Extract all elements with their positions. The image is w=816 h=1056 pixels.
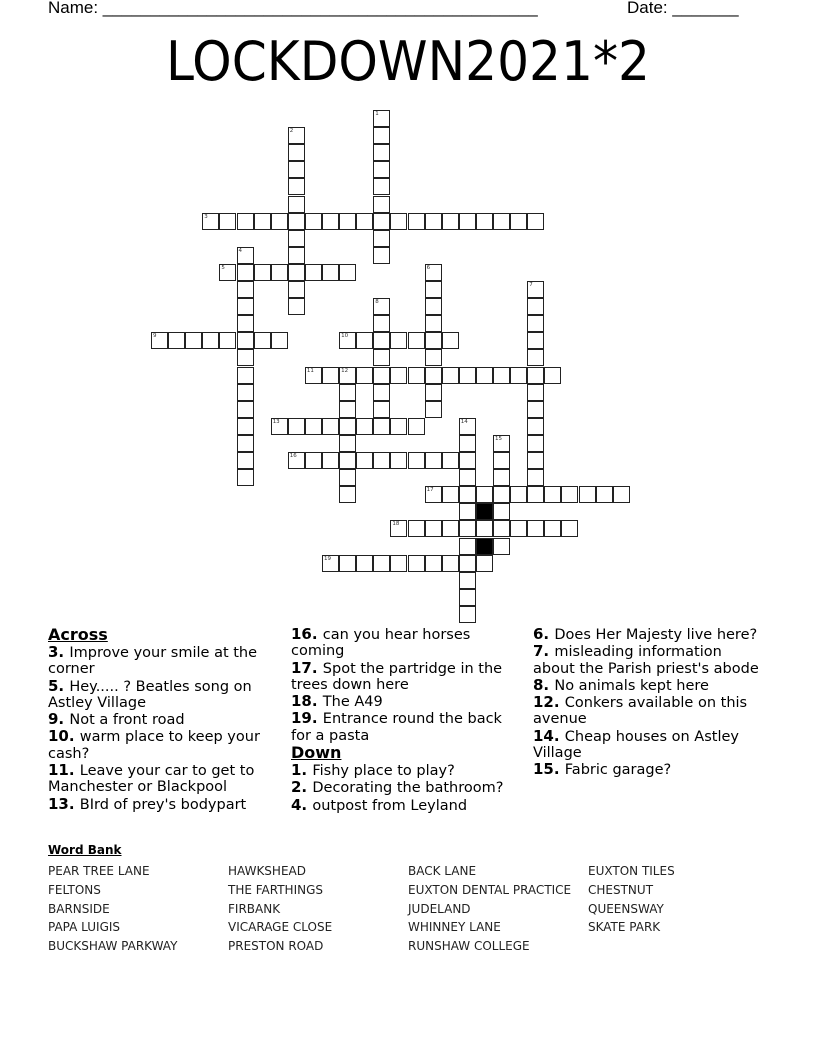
- grid-cell[interactable]: [459, 213, 476, 230]
- grid-cell[interactable]: [322, 555, 339, 572]
- grid-cell[interactable]: [356, 452, 373, 469]
- word-bank-item: BARNSIDE: [48, 901, 110, 916]
- grid-cell[interactable]: [373, 401, 390, 418]
- grid-cell[interactable]: [527, 486, 544, 503]
- grid-cell[interactable]: [408, 418, 425, 435]
- grid-cell[interactable]: [613, 486, 630, 503]
- clue-item: [533, 761, 768, 778]
- grid-cell[interactable]: [561, 520, 578, 537]
- grid-cell[interactable]: [408, 213, 425, 230]
- word-bank-item: FIRBANK: [228, 901, 281, 916]
- grid-cell[interactable]: [442, 213, 459, 230]
- clue-number-label: 9.: [48, 710, 70, 729]
- grid-cell[interactable]: [493, 367, 510, 384]
- clue-number-label: 17.: [291, 658, 323, 677]
- grid-cell[interactable]: [288, 264, 305, 281]
- grid-cell[interactable]: [442, 555, 459, 572]
- word-bank-item: PRESTON ROAD: [228, 939, 324, 954]
- grid-cell[interactable]: [561, 486, 578, 503]
- clue-item: [291, 660, 526, 694]
- grid-cell[interactable]: [373, 161, 390, 178]
- clue-number: 14: [460, 418, 468, 425]
- grid-cell[interactable]: [425, 298, 442, 315]
- word-bank-item: CHESTNUT: [588, 882, 654, 897]
- word-bank-item: FELTONS: [48, 882, 101, 897]
- grid-cell[interactable]: [493, 452, 510, 469]
- clue-number: 8: [375, 299, 379, 306]
- clue-number-label: 1.: [291, 761, 313, 780]
- grid-cell[interactable]: [493, 520, 510, 537]
- grid-cell[interactable]: [237, 315, 254, 332]
- clue-number: 1: [375, 111, 379, 117]
- grid-cell[interactable]: [408, 452, 425, 469]
- clues-column-2: [291, 626, 526, 814]
- clue-number: 18: [392, 521, 400, 528]
- grid-cell[interactable]: [459, 572, 476, 589]
- grid-cell[interactable]: [408, 332, 425, 349]
- grid-cell[interactable]: [425, 264, 442, 281]
- grid-cell[interactable]: [459, 503, 476, 520]
- grid-cell[interactable]: [339, 555, 356, 572]
- grid-cell[interactable]: [373, 298, 390, 315]
- clue-item: [533, 626, 768, 643]
- grid-cell[interactable]: [288, 161, 305, 178]
- grid-cell[interactable]: [579, 486, 596, 503]
- grid-cell[interactable]: [254, 264, 271, 281]
- clue-item: [48, 796, 283, 813]
- clue-number: 7: [529, 282, 533, 288]
- clue-text: Does Her Majesty live here?: [554, 627, 758, 643]
- grid-cell[interactable]: [373, 247, 390, 264]
- clue-item: [533, 677, 768, 694]
- clue-text: Fabric garage?: [564, 762, 672, 779]
- grid-cell[interactable]: [596, 486, 613, 503]
- grid-cell[interactable]: [288, 144, 305, 161]
- grid-cell[interactable]: [510, 213, 527, 230]
- word-bank-item: VICARAGE CLOSE: [228, 920, 333, 935]
- grid-cell[interactable]: [339, 418, 356, 435]
- word-bank-item: EUXTON TILES: [588, 864, 675, 878]
- grid-cell[interactable]: [202, 213, 219, 230]
- grid-cell[interactable]: [288, 247, 305, 264]
- grid-cell[interactable]: [373, 384, 390, 401]
- grid-cell[interactable]: [254, 332, 271, 349]
- grid-cell[interactable]: [356, 418, 373, 435]
- clue-text: Decorating the bathroom?: [312, 780, 504, 797]
- clue-number: 4: [238, 247, 242, 254]
- clue-number-label: 6.: [533, 625, 555, 643]
- grid-cell[interactable]: [373, 332, 390, 349]
- grid-cell[interactable]: [339, 452, 356, 469]
- clue-text: Leave your car to get to Manchester or Blackpool: [48, 763, 255, 796]
- grid-cell[interactable]: [373, 367, 390, 384]
- grid-cell[interactable]: [322, 418, 339, 435]
- grid-cell[interactable]: [527, 281, 544, 298]
- grid-cell[interactable]: [271, 418, 288, 435]
- grid-cell[interactable]: [459, 452, 476, 469]
- grid-cell[interactable]: [373, 230, 390, 247]
- grid-cell[interactable]: [527, 520, 544, 537]
- clue-text: can you hear horses coming: [291, 627, 471, 660]
- clue-item: [533, 643, 768, 677]
- grid-cell[interactable]: [390, 452, 407, 469]
- clue-text: Fishy place to play?: [312, 763, 455, 780]
- clue-number: 6: [426, 264, 431, 271]
- clue-number: 15: [495, 435, 502, 442]
- grid-cell[interactable]: [425, 315, 442, 332]
- grid-cell[interactable]: [493, 435, 510, 452]
- grid-cell[interactable]: [202, 332, 219, 349]
- grid-cell[interactable]: [288, 213, 305, 230]
- grid-cell[interactable]: [408, 520, 425, 537]
- clue-item: [48, 711, 283, 728]
- clue-item: [48, 644, 283, 678]
- grid-cell[interactable]: [305, 452, 322, 469]
- clues-column-1: [48, 626, 283, 813]
- grid-cell[interactable]: [271, 332, 288, 349]
- grid-cell[interactable]: [476, 520, 493, 537]
- clue-number: 3: [204, 213, 208, 220]
- grid-cell[interactable]: [151, 332, 168, 349]
- grid-cell[interactable]: [339, 486, 356, 503]
- grid-cell[interactable]: [493, 503, 510, 520]
- grid-cell[interactable]: [493, 469, 510, 486]
- black-cell: [476, 503, 493, 520]
- grid-cell[interactable]: [271, 213, 288, 230]
- grid-cell[interactable]: [237, 418, 254, 435]
- clue-number-label: 3.: [48, 643, 70, 661]
- grid-cell[interactable]: [373, 196, 390, 213]
- clues-column-3: [533, 626, 768, 779]
- grid-cell[interactable]: [288, 418, 305, 435]
- grid-cell[interactable]: [305, 418, 322, 435]
- word-bank-item: RUNSHAW COLLEGE: [408, 939, 530, 954]
- clue-number: 9: [153, 333, 157, 340]
- grid-cell[interactable]: [339, 401, 356, 418]
- grid-cell[interactable]: [373, 127, 390, 144]
- clue-item: [291, 779, 526, 796]
- grid-cell[interactable]: [288, 281, 305, 298]
- clue-number-label: 7.: [533, 642, 555, 661]
- grid-cell[interactable]: [425, 401, 442, 418]
- clue-text: Cheap houses on Astley Village: [533, 728, 739, 762]
- grid-cell[interactable]: [339, 435, 356, 452]
- grid-cell[interactable]: [373, 110, 390, 127]
- grid-cell[interactable]: [425, 349, 442, 366]
- grid-cell[interactable]: [425, 384, 442, 401]
- grid-cell[interactable]: [527, 315, 544, 332]
- clue-number-label: 16.: [291, 625, 323, 643]
- grid-cell[interactable]: [459, 367, 476, 384]
- grid-cell[interactable]: [459, 469, 476, 486]
- grid-cell[interactable]: [527, 332, 544, 349]
- clue-number: 5: [221, 264, 225, 271]
- grid-cell[interactable]: [544, 486, 561, 503]
- grid-cell[interactable]: [493, 486, 510, 503]
- clue-item: [291, 626, 526, 660]
- grid-cell[interactable]: [356, 332, 373, 349]
- grid-cell[interactable]: [305, 264, 322, 281]
- clue-text: Hey..... ? Beatles song on Astley Village: [48, 678, 252, 711]
- grid-cell[interactable]: [373, 555, 390, 572]
- grid-cell[interactable]: [288, 230, 305, 247]
- word-bank-column-3: [408, 862, 571, 956]
- clue-number-label: 2.: [291, 778, 313, 797]
- grid-cell[interactable]: [527, 349, 544, 366]
- grid-cell[interactable]: [237, 213, 254, 230]
- grid-cell[interactable]: [288, 178, 305, 195]
- grid-cell[interactable]: [288, 298, 305, 315]
- puzzle-title: LOCKDOWN2021*2: [165, 30, 651, 93]
- word-bank-item: PEAR TREE LANE: [48, 864, 150, 878]
- down-clues-part1: [291, 762, 526, 814]
- clue-text: Entrance round the back for a pasta: [291, 711, 502, 744]
- grid-cell[interactable]: [459, 418, 476, 435]
- clue-number-label: 4.: [291, 795, 313, 814]
- across-clues-part1: [48, 644, 283, 813]
- grid-cell[interactable]: [459, 520, 476, 537]
- clue-number-label: 13.: [48, 794, 80, 813]
- grid-cell[interactable]: [305, 367, 322, 384]
- grid-cell[interactable]: [442, 332, 459, 349]
- grid-cell[interactable]: [237, 332, 254, 349]
- grid-cell[interactable]: [527, 418, 544, 435]
- grid-cell[interactable]: [339, 264, 356, 281]
- grid-cell[interactable]: [237, 247, 254, 264]
- clue-item: [533, 694, 768, 728]
- grid-cell[interactable]: [510, 520, 527, 537]
- grid-cell[interactable]: [288, 452, 305, 469]
- across-heading: Across: [48, 625, 108, 644]
- clue-item: [291, 762, 526, 779]
- across-clues-part2: [291, 626, 526, 744]
- grid-cell[interactable]: [219, 332, 236, 349]
- grid-cell[interactable]: [527, 367, 544, 384]
- grid-cell[interactable]: [425, 452, 442, 469]
- grid-cell[interactable]: [237, 401, 254, 418]
- grid-cell[interactable]: [476, 367, 493, 384]
- clue-item: [48, 762, 283, 796]
- grid-cell[interactable]: [544, 520, 561, 537]
- word-bank-item: THE FARTHINGS: [228, 882, 324, 897]
- grid-cell[interactable]: [459, 606, 476, 623]
- grid-cell[interactable]: [425, 332, 442, 349]
- grid-cell[interactable]: [390, 520, 407, 537]
- grid-cell[interactable]: [373, 349, 390, 366]
- word-bank-item: WHINNEY LANE: [408, 920, 501, 935]
- grid-cell[interactable]: [510, 486, 527, 503]
- word-bank-item: QUEENSWAY: [588, 901, 664, 916]
- grid-cell[interactable]: [356, 555, 373, 572]
- clue-number: 12: [341, 367, 349, 374]
- clue-text: misleading information about the Parish priest's abode: [533, 644, 759, 677]
- clue-item: [291, 710, 526, 744]
- clue-text: The A49: [322, 694, 383, 711]
- grid-cell[interactable]: [168, 332, 185, 349]
- grid-cell[interactable]: [459, 486, 476, 503]
- clue-text: BIrd of prey's bodypart: [79, 796, 247, 813]
- grid-cell[interactable]: [408, 555, 425, 572]
- name-field[interactable]: Name: ______________________________________________: [48, 0, 538, 17]
- grid-cell[interactable]: [237, 469, 254, 486]
- grid-cell[interactable]: [510, 367, 527, 384]
- grid-cell[interactable]: [390, 367, 407, 384]
- grid-cell[interactable]: [459, 435, 476, 452]
- grid-cell[interactable]: [339, 332, 356, 349]
- clue-number: 10: [341, 333, 349, 340]
- grid-cell[interactable]: [425, 213, 442, 230]
- clue-number-label: 19.: [291, 709, 323, 728]
- grid-cell[interactable]: [322, 213, 339, 230]
- grid-cell[interactable]: [339, 213, 356, 230]
- grid-cell[interactable]: [476, 555, 493, 572]
- grid-cell[interactable]: [271, 264, 288, 281]
- word-bank-item: SKATE PARK: [588, 920, 661, 935]
- grid-cell[interactable]: [459, 538, 476, 555]
- grid-cell[interactable]: [237, 435, 254, 452]
- grid-cell[interactable]: [425, 486, 442, 503]
- grid-cell[interactable]: [305, 213, 322, 230]
- clue-text: Conkers available on this avenue: [533, 695, 748, 728]
- grid-cell[interactable]: [373, 452, 390, 469]
- word-bank-title: Word Bank: [48, 843, 122, 857]
- clue-text: Improve your smile at the corner: [48, 645, 258, 678]
- word-bank-item: BACK LANE: [408, 864, 477, 878]
- clue-number: 2: [289, 128, 294, 135]
- grid-cell[interactable]: [237, 367, 254, 384]
- grid-cell[interactable]: [373, 213, 390, 230]
- grid-cell[interactable]: [339, 367, 356, 384]
- grid-cell[interactable]: [493, 538, 510, 555]
- clue-number-label: 10.: [48, 727, 80, 746]
- grid-cell[interactable]: [476, 213, 493, 230]
- grid-cell[interactable]: [390, 555, 407, 572]
- grid-cell[interactable]: [527, 213, 544, 230]
- down-clues-part2: [533, 626, 768, 779]
- grid-cell[interactable]: [425, 555, 442, 572]
- grid-cell[interactable]: [237, 384, 254, 401]
- grid-cell[interactable]: [288, 196, 305, 213]
- grid-cell[interactable]: [237, 264, 254, 281]
- clue-text: No animals kept here: [554, 677, 709, 694]
- grid-cell[interactable]: [373, 144, 390, 161]
- clue-number: 19: [324, 555, 331, 562]
- down-heading: Down: [291, 743, 342, 763]
- date-field[interactable]: Date: _______: [627, 0, 739, 17]
- word-bank-column-4: [588, 862, 675, 937]
- clue-number-label: 15.: [533, 760, 565, 779]
- clue-item: [48, 678, 283, 712]
- word-bank-item: JUDELAND: [408, 901, 471, 916]
- grid-cell[interactable]: [322, 452, 339, 469]
- grid-cell[interactable]: [493, 213, 510, 230]
- grid-cell[interactable]: [185, 332, 202, 349]
- word-bank-column-1: [48, 862, 177, 956]
- grid-cell[interactable]: [425, 281, 442, 298]
- grid-cell[interactable]: [442, 367, 459, 384]
- clue-item: [533, 728, 768, 762]
- clue-number-label: 14.: [533, 726, 565, 745]
- clue-text: Spot the partridge in the trees down here: [291, 660, 503, 693]
- grid-cell[interactable]: [527, 452, 544, 469]
- grid-cell[interactable]: [442, 452, 459, 469]
- clue-number-label: 8.: [533, 675, 555, 694]
- grid-cell[interactable]: [237, 349, 254, 366]
- grid-cell[interactable]: [237, 281, 254, 298]
- grid-cell[interactable]: [322, 264, 339, 281]
- word-bank-column-2: [228, 862, 332, 956]
- grid-cell[interactable]: [339, 384, 356, 401]
- grid-cell[interactable]: [459, 555, 476, 572]
- grid-cell[interactable]: [408, 367, 425, 384]
- clue-number: 11: [306, 367, 314, 374]
- clue-number-label: 12.: [533, 693, 565, 712]
- grid-cell[interactable]: [390, 332, 407, 349]
- grid-cell[interactable]: [390, 418, 407, 435]
- black-cell: [476, 538, 493, 555]
- grid-cell[interactable]: [527, 435, 544, 452]
- word-bank-item: EUXTON DENTAL PRACTICE: [408, 882, 572, 897]
- grid-cell[interactable]: [356, 367, 373, 384]
- word-bank-item: HAWKSHEAD: [228, 864, 306, 878]
- grid-cell[interactable]: [373, 178, 390, 195]
- grid-cell[interactable]: [527, 298, 544, 315]
- grid-cell[interactable]: [373, 418, 390, 435]
- clue-item: [291, 693, 526, 710]
- grid-cell[interactable]: [219, 213, 236, 230]
- grid-cell[interactable]: [373, 315, 390, 332]
- clue-number: 13: [272, 418, 280, 425]
- clue-text: Not a front road: [69, 712, 185, 729]
- grid-cell[interactable]: [322, 367, 339, 384]
- grid-cell[interactable]: [459, 589, 476, 606]
- clue-number: 16: [289, 453, 297, 459]
- grid-cell[interactable]: [527, 384, 544, 401]
- clue-number: 17: [426, 487, 434, 494]
- clue-number-label: 11.: [48, 761, 80, 780]
- grid-cell[interactable]: [254, 213, 271, 230]
- grid-cell[interactable]: [219, 264, 236, 281]
- grid-cell[interactable]: [442, 520, 459, 537]
- grid-cell[interactable]: [237, 298, 254, 315]
- grid-cell[interactable]: [544, 367, 561, 384]
- grid-cell[interactable]: [442, 486, 459, 503]
- grid-cell[interactable]: [527, 401, 544, 418]
- clue-text: outpost from Leyland: [312, 797, 468, 814]
- grid-cell[interactable]: [476, 486, 493, 503]
- grid-cell[interactable]: [425, 367, 442, 384]
- grid-cell[interactable]: [527, 469, 544, 486]
- word-bank-item: PAPA LUIGIS: [48, 920, 121, 935]
- grid-cell[interactable]: [237, 452, 254, 469]
- word-bank-item: BUCKSHAW PARKWAY: [48, 939, 178, 954]
- clue-number-label: 5.: [48, 676, 70, 695]
- clue-text: warm place to keep your cash?: [48, 729, 260, 762]
- clue-item: [48, 728, 283, 762]
- grid-cell[interactable]: [390, 213, 407, 230]
- grid-cell[interactable]: [356, 213, 373, 230]
- grid-cell[interactable]: [425, 520, 442, 537]
- grid-cell[interactable]: [339, 469, 356, 486]
- clue-number-label: 18.: [291, 692, 323, 711]
- grid-cell[interactable]: [288, 127, 305, 144]
- clue-item: [291, 797, 526, 814]
